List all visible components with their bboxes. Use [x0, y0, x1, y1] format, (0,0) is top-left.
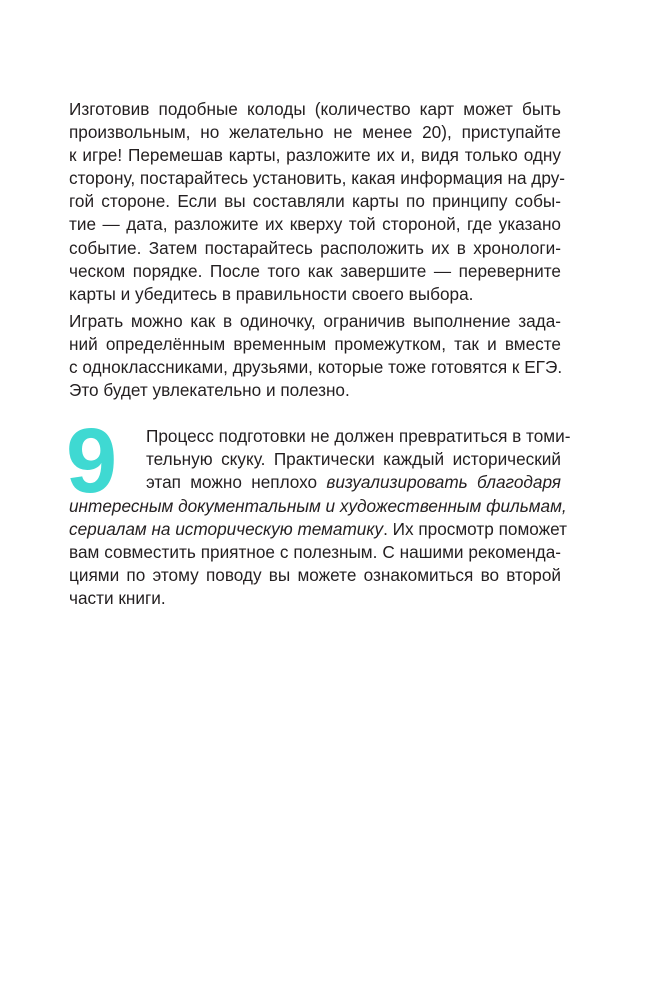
text-line: вам совместить приятное с полезным. С нашими рекоменда-	[69, 541, 561, 562]
text-line: тельную скуку. Практически каждый исторический	[146, 449, 561, 470]
text-line: циями по этому поводу вы можете ознакомиться во второй	[69, 564, 561, 585]
text-line: к игре! Перемешав карты, разложите их и, видя только одну	[69, 145, 561, 166]
tip-section-9	[66, 410, 571, 610]
text-line-italic: интересным документальным и художественным фильмам,	[69, 495, 567, 516]
text-line: Процесс подготовки не должен превратиться в томи-	[146, 426, 571, 447]
text-line: гой стороне. Если вы составляли карты по принципу собы-	[69, 191, 561, 212]
tip-number: 9	[66, 410, 118, 513]
text-line	[146, 471, 561, 494]
text-line: ний определённым временным промежутком, так и вместе	[69, 333, 561, 354]
paragraph-cards-game	[69, 98, 566, 306]
text-line: событие. Затем постарайтесь расположить их в хронологи-	[69, 237, 561, 258]
text-line	[69, 518, 567, 541]
text-line: с одноклассниками, друзьями, которые тоже готовятся к ЕГЭ.	[69, 357, 563, 378]
text-line: произвольным, но желательно не менее 20), приступайте	[69, 122, 561, 143]
text-plain: . Их просмотр поможет	[383, 518, 567, 539]
text-line: тие — дата, разложите их кверху той стороной, где указано	[69, 214, 561, 235]
text-italic: сериалам на историческую тематику	[69, 518, 384, 539]
text-line: Играть можно как в одиночку, ограничив выполнение зада-	[69, 310, 561, 331]
text-line: части книги.	[69, 587, 166, 608]
paragraph-play-options	[69, 310, 561, 402]
text-line: сторону, постарайтесь установить, какая информация на дру-	[69, 168, 566, 189]
text-plain: этап можно неплохо	[146, 472, 327, 493]
text-line: Это будет увлекательно и полезно.	[69, 380, 350, 401]
text-line: Изготовив подобные колоды (количество карт может быть	[69, 99, 561, 119]
text-italic: визуализировать благодаря	[326, 472, 561, 493]
page-body	[66, 98, 571, 610]
text-line: ческом порядке. После того как завершите — переверните	[69, 260, 561, 281]
text-line: карты и убедитесь в правильности своего выбора.	[69, 283, 474, 304]
